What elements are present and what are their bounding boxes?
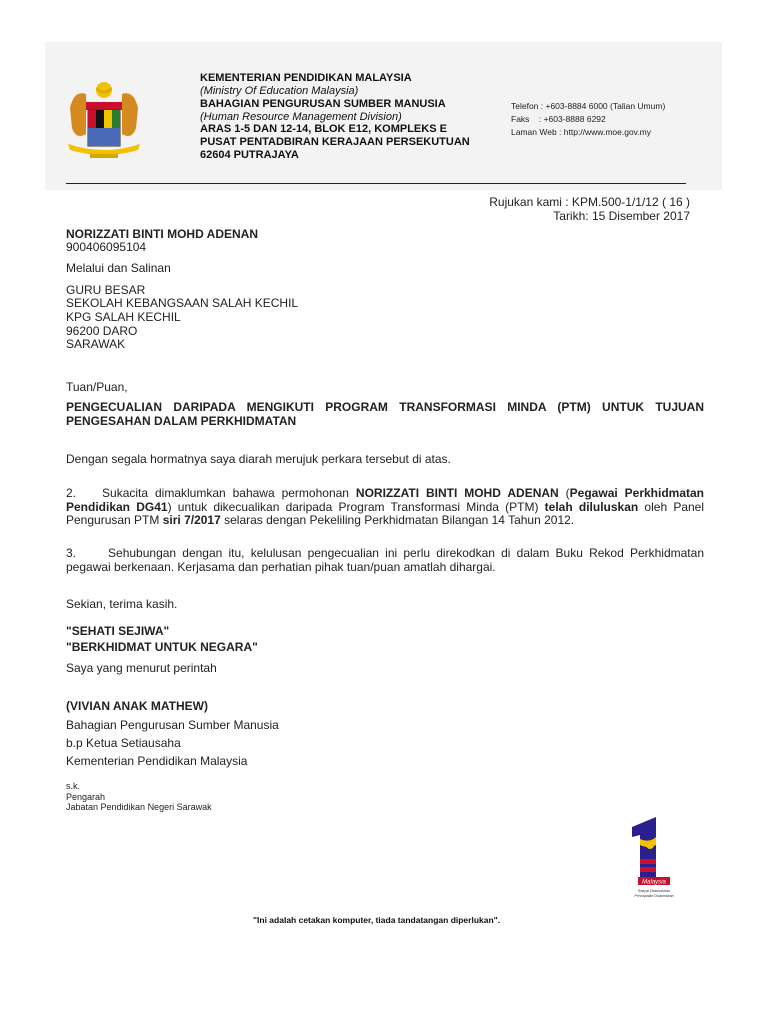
text: selaras dengan Pekeliling Perkhidmatan Bilangan 14 Tahun 2012.: [220, 513, 575, 528]
address-line: SARAWAK: [66, 337, 126, 351]
ministry-name-en: (Ministry Of Education Malaysia): [200, 85, 359, 97]
signatory-name: (VIVIAN ANAK MATHEW): [66, 699, 208, 713]
header-divider: [66, 183, 686, 184]
panel-series: siri 7/2017: [162, 513, 221, 528]
recipient-name: NORIZZATI BINTI MOHD ADENAN: [66, 227, 258, 241]
division-name-en: (Human Resource Management Division): [200, 111, 402, 123]
address-line: 96200 DARO: [66, 324, 138, 338]
cc-line-2: Jabatan Pendidikan Negeri Sarawak: [66, 802, 212, 812]
signatory-line-3: Kementerian Pendidikan Malaysia: [66, 754, 248, 768]
svg-text:Pencapaian Diutamakan: Pencapaian Diutamakan: [634, 894, 674, 898]
cc-line-1: Pengarah: [66, 792, 106, 802]
paragraph-1: Dengan segala hormatnya saya diarah merujuk perkara tersebut di atas.: [66, 452, 451, 466]
paragraph-3: [66, 547, 704, 574]
ministry-name: KEMENTERIAN PENDIDIKAN MALAYSIA: [200, 72, 412, 84]
letter-date: Tarikh: 15 Disember 2017: [553, 209, 690, 223]
reference-number: Rujukan kami : KPM.500-1/1/12 ( 16 ): [489, 195, 690, 209]
address-line-3: 62604 PUTRAJAYA: [200, 149, 299, 161]
paragraph-number: 3.: [66, 546, 77, 560]
website: Laman Web : http://www.moe.gov.my: [511, 127, 651, 137]
computer-generated-note: "Ini adalah cetakan komputer, tiada tandatangan diperlukan".: [253, 915, 501, 925]
svg-text:Rakyat Didahulukan: Rakyat Didahulukan: [637, 889, 671, 893]
signatory-line-1: Bahagian Pengurusan Sumber Manusia: [66, 718, 279, 732]
division-name: BAHAGIAN PENGURUSAN SUMBER MANUSIA: [200, 98, 446, 110]
signatory-line-2: b.p Ketua Setiausaha: [66, 736, 181, 750]
subject-heading: PENGECUALIAN DARIPADA MENGIKUTI PROGRAM TRANSFORMASI MINDA (PTM) UNTUK TUJUAN PENGESAHAN DALAM PERKHIDMATAN: [66, 400, 704, 428]
via-copy-label: Melalui dan Salinan: [66, 261, 171, 275]
salutation: Tuan/Puan,: [66, 380, 128, 394]
address-line-2: PUSAT PENTADBIRAN KERAJAAN PERSEKUTUAN: [200, 136, 470, 148]
fax: Faks : +603-8888 6292: [511, 114, 606, 124]
paragraph-2: [66, 487, 704, 528]
address-line: KPG SALAH KECHIL: [66, 310, 181, 324]
closing-thanks: Sekian, terima kasih.: [66, 597, 178, 611]
text: (: [558, 486, 570, 500]
malaysia-coat-of-arms-icon: [64, 78, 144, 164]
recipient-ic: 900406095104: [66, 240, 147, 254]
address-line-1: ARAS 1-5 DAN 12-14, BLOK E12, KOMPLEKS E: [200, 123, 447, 135]
address-line: SEKOLAH KEBANGSAAN SALAH KECHIL: [66, 296, 299, 310]
applicant-post: Pegawai Perkhidmatan Pendidikan DG41: [66, 486, 704, 514]
approval-status: telah diluluskan: [544, 499, 639, 514]
yours-faithfully: Saya yang menurut perintah: [66, 661, 217, 675]
applicant-name: NORIZZATI BINTI MOHD ADENAN: [355, 486, 559, 500]
motto-2: "BERKHIDMAT UNTUK NEGARA": [66, 640, 258, 654]
motto-1: "SEHATI SEJIWA": [66, 624, 170, 638]
cc-label: s.k.: [66, 781, 81, 791]
text: ) untuk dikecualikan daripada Program Transformasi Minda (PTM): [167, 499, 545, 514]
text: Sukacita dimaklumkan bahawa permohonan: [102, 486, 356, 500]
text: oleh Panel Pengurusan PTM: [66, 499, 705, 528]
telephone: Telefon : +603-8884 6000 (Talian Umum): [511, 101, 666, 111]
paragraph-number: 2.: [66, 486, 77, 500]
address-line: GURU BESAR: [66, 283, 146, 297]
svg-text:Malaysia: Malaysia: [642, 879, 666, 886]
text: Sehubungan dengan itu, kelulusan pengecualian ini perlu direkodkan di dalam Buku Rekod Perkhidmatan pegawai berkenaan. Kerjasama dan perhatian pihak tuan/puan amatlah dihargai.: [66, 546, 704, 574]
1malaysia-logo-icon: [612, 815, 692, 905]
